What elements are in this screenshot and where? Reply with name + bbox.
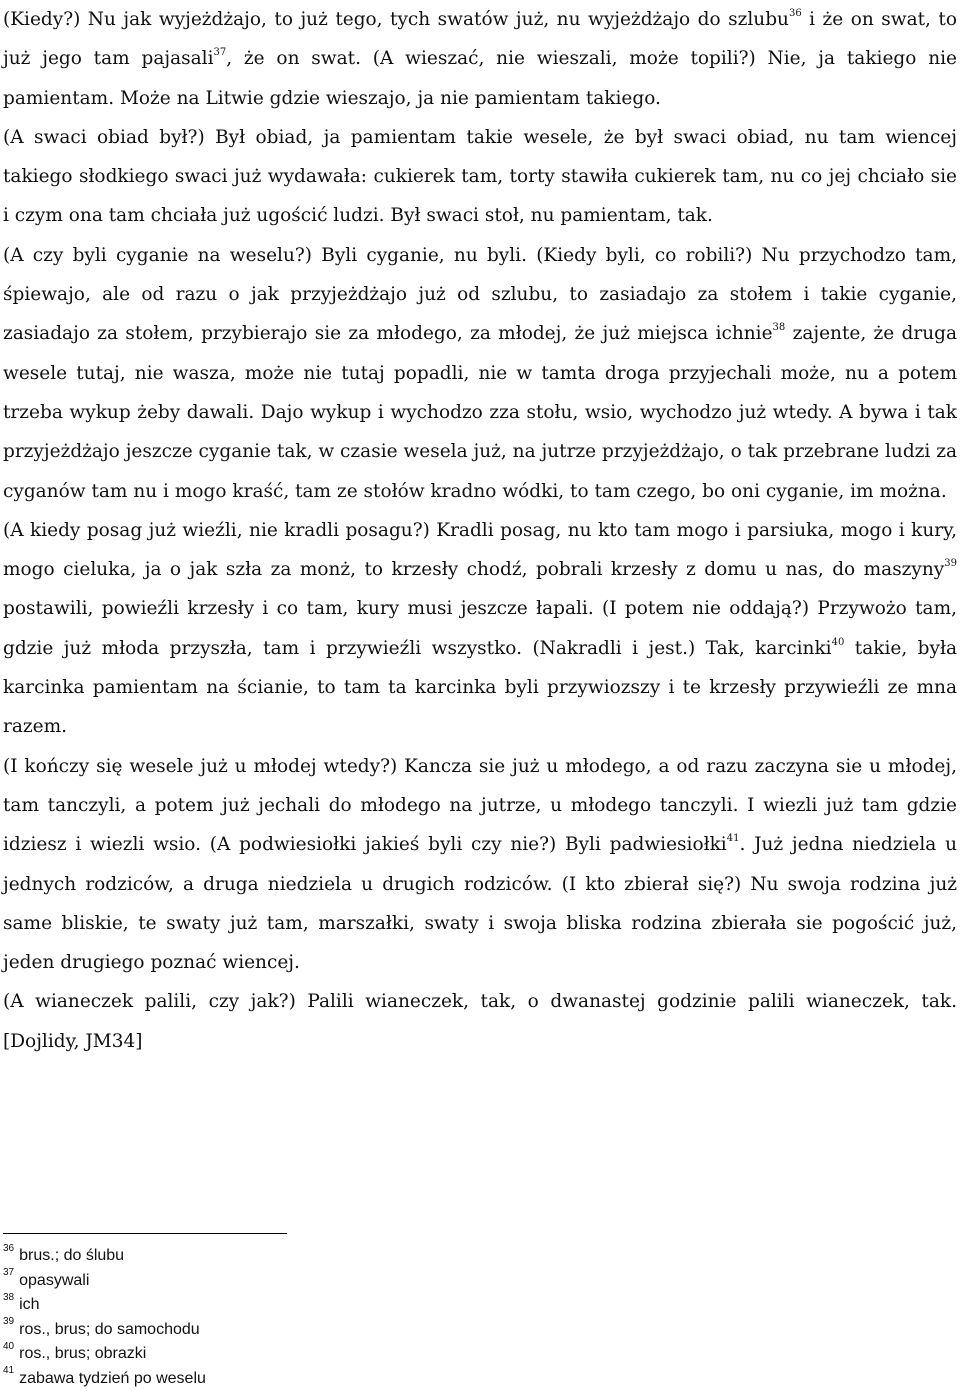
footnote-number: 40 [3,1341,14,1352]
paragraph-4 [3,511,957,747]
footnote-text: opasywali [19,1272,89,1289]
paragraph-text: , że on swat. (A wieszać, nie wieszali, może topili?) Nie, ja takiego nie pamientam. Może na Litwie gdzie wieszajo, ja nie pamientam takiego. [3,48,957,108]
paragraph-text: (I kończy się wesele już u młodej wtedy?) Kancza sie już u młodego, a od razu zaczyna sie u młodej, tam tanczyli, a potem już jechali do młodego na jutrze, u młodego tanczyli. I wiezli już tam gdzie idziesz i wiezli wsio. (A podwiesiołki jakieś byli czy nie?) Byli padwiesiołki [3,756,957,856]
footnote-text: ich [19,1296,39,1313]
paragraph-6 [3,982,957,1061]
footnote-text: ros., brus; obrazki [19,1345,146,1362]
footnote-text: ros., brus; do samochodu [19,1321,200,1338]
footnote-ref-38[interactable]: 38 [773,322,786,333]
paragraph-text: (A kiedy posag już wieźli, nie kradli posagu?) Kradli posag, nu kto tam mogo i parsiuka, mogo i kury, mogo cieluka, ja o jak szła za monż, to krzesły chodź, pobrali krzesły z domu u nas, do maszyny [3,520,957,580]
paragraph-1 [3,0,957,118]
paragraph-2 [3,118,957,236]
paragraph-text: . Już jedna niedziela u jednych rodziców, a druga niedziela u drugich rodziców. (I kto zbierał się?) Nu swoja rodzina już same bliskie, te swaty już tam, marszałki, swaty i swoja bliska rodzina zbierała sie pogościć już, jeden drugiego poznać wiencej. [3,834,957,973]
footnote-ref-36[interactable]: 36 [789,8,802,19]
footnote-text: brus.; do ślubu [19,1247,124,1264]
paragraph-text: postawili, powieźli krzesły i co tam, kury musi jeszcze łapali. (I potem nie oddają?) Przywożo tam, gdzie już młoda przyszła, tam i przywieźli wszystko. (Nakradli i jest.) Tak, karcinki [3,598,957,658]
paragraph-text: (A czy byli cyganie na weselu?) Byli cyganie, nu byli. (Kiedy byli, co robili?) Nu przychodzo tam, śpiewajo, ale od razu o jak przyjeżdżajo już od szlubu, to zasiadajo za stołem i takie cyganie, zasiadajo za stołem, przybierajo sie za młodego, za młodej, że już miejsca ichnie [3,245,957,345]
footnote-text: zabawa tydzień po weselu [19,1370,206,1387]
footnote-number: 41 [3,1365,14,1376]
footnote-37 [3,1269,503,1294]
paragraph-text: i że on swat, to już jego tam pajasali [3,9,957,69]
footnote-36 [3,1244,503,1269]
footnote-ref-40[interactable]: 40 [832,637,845,648]
footnote-number: 39 [3,1316,14,1327]
paragraph-3 [3,236,957,511]
footnote-ref-41[interactable]: 41 [727,833,740,844]
footnotes [3,1244,503,1391]
paragraph-text: (Kiedy?) Nu jak wyjeżdżajo, to już tego, tych swatów już, nu wyjeżdżajo do szlubu [3,9,789,30]
paragraph-5 [3,747,957,983]
footnote-40 [3,1342,503,1367]
paragraph-text: takie, była karcinka pamientam na ścianie, to tam ta karcinka byli przywiozszy i te krzesły przywieźli ze mna razem. [3,638,957,738]
footnote-number: 36 [3,1243,14,1254]
footnote-39 [3,1318,503,1343]
footnote-41 [3,1367,503,1391]
paragraph-text: (A wianeczek palili, czy jak?) Palili wianeczek, tak, o dwanastej godzinie palili wianeczek, tak. [Dojlidy, JM34] [3,991,957,1051]
interview-transcript [3,0,957,1061]
paragraph-text: (A swaci obiad był?) Był obiad, ja pamientam takie wesele, że był swaci obiad, nu tam wiencej takiego słodkiego swaci już wydawała: cukierek tam, torty stawiła cukierek tam, nu co jej chciało sie i czym ona tam chciała już ugościć ludzi. Był swaci stoł, nu pamientam, tak. [3,127,957,227]
footnote-ref-39[interactable]: 39 [944,558,957,569]
footnote-38 [3,1293,503,1318]
footnote-ref-37[interactable]: 37 [214,47,227,58]
footnote-number: 38 [3,1292,14,1303]
footnote-number: 37 [3,1267,14,1278]
footnote-separator [3,1233,287,1234]
paragraph-text: zajente, że druga wesele tutaj, nie wasza, może nie tutaj popadli, nie w tamta droga przyjechali może, nu a potem trzeba wykup żeby dawali. Dajo wykup i wychodzo zza stołu, wsio, wychodzo już wtedy. A bywa i tak przyjeżdżajo jeszcze cyganie tak, w czasie wesela już, na jutrze przyjeżdżajo, o tak przebrane ludzi za cyganów tam nu i mogo kraść, tam ze stołów kradno wódki, to tam czego, bo oni cyganie, im można. [3,323,957,501]
